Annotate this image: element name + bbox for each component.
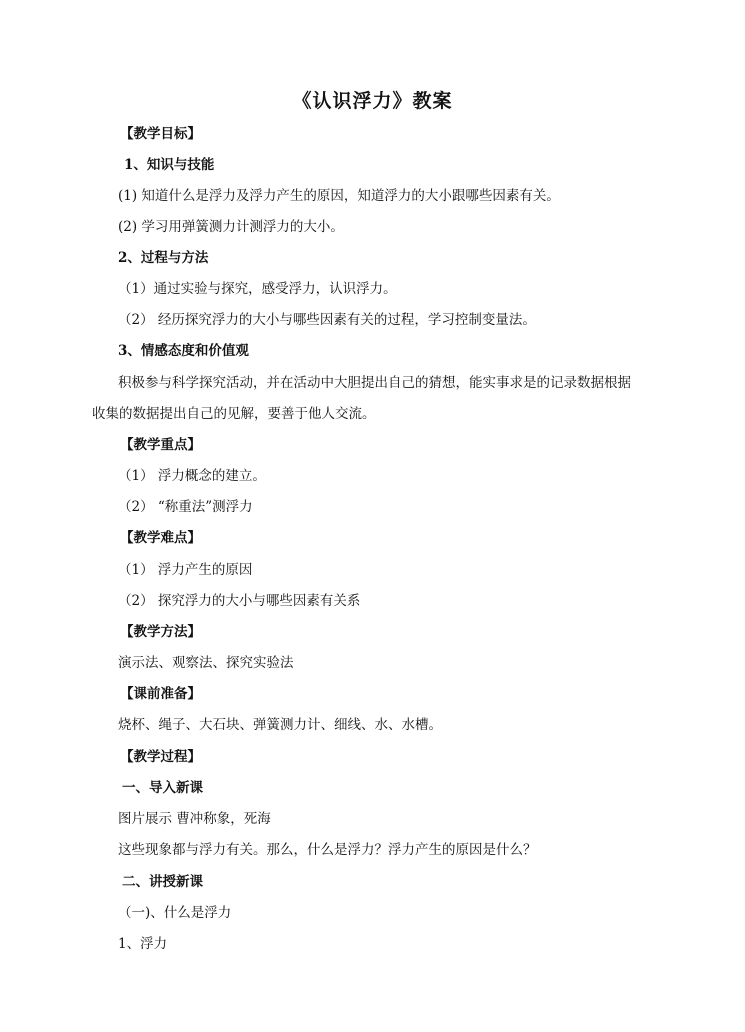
process-heading: 【教学过程】 xyxy=(120,749,201,765)
paragraph-line: 这些现象都与浮力有关。那么，什么是浮力？浮力产生的原因是什么？ xyxy=(118,842,537,858)
list-item: (2) 学习用弹簧测力计测浮力的大小。 xyxy=(118,219,344,235)
paragraph-line: 演示法、观察法、探究实验法 xyxy=(118,655,294,671)
difficulties-heading: 【教学难点】 xyxy=(120,530,201,546)
section-heading: 2、过程与方法 xyxy=(118,250,209,266)
methods-heading: 【教学方法】 xyxy=(120,624,201,640)
preparation-heading: 【课前准备】 xyxy=(120,686,201,702)
list-item: (1) 知道什么是浮力及浮力产生的原因，知道浮力的大小跟哪些因素有关。 xyxy=(118,188,560,204)
list-item: （1） 浮力产生的原因 xyxy=(118,562,253,578)
list-item: （2） “称重法”测浮力 xyxy=(118,499,253,515)
document-title: 《认识浮力》教案 xyxy=(292,90,453,112)
goals-heading: 【教学目标】 xyxy=(120,126,201,142)
section-heading: 1、知识与技能 xyxy=(124,157,215,173)
list-item: （1）通过实验与探究，感受浮力，认识浮力。 xyxy=(118,281,397,297)
paragraph-line: 图片展示 曹冲称象，死海 xyxy=(118,811,271,827)
section-heading: 一、导入新课 xyxy=(122,780,203,796)
section-heading: 二、讲授新课 xyxy=(122,874,203,890)
list-item: （2） 经历探究浮力的大小与哪些因素有关的过程，学习控制变量法。 xyxy=(118,312,536,328)
paragraph-line: 积极参与科学探究活动，并在活动中大胆提出自己的猜想，能实事求是的记录数据根据 xyxy=(118,375,631,391)
key-points-heading: 【教学重点】 xyxy=(120,437,201,453)
paragraph-line: （一)、什么是浮力 xyxy=(118,905,232,921)
list-item: （1） 浮力概念的建立。 xyxy=(118,468,266,484)
paragraph-line: 烧杯、绳子、大石块、弹簧测力计、细线、水、水槽。 xyxy=(118,717,442,733)
paragraph-line: 1、浮力 xyxy=(118,936,168,952)
section-heading: 3、情感态度和价值观 xyxy=(118,343,249,359)
list-item: （2） 探究浮力的大小与哪些因素有关系 xyxy=(118,593,361,609)
paragraph-line: 收集的数据提出自己的见解，要善于他人交流。 xyxy=(92,406,376,422)
